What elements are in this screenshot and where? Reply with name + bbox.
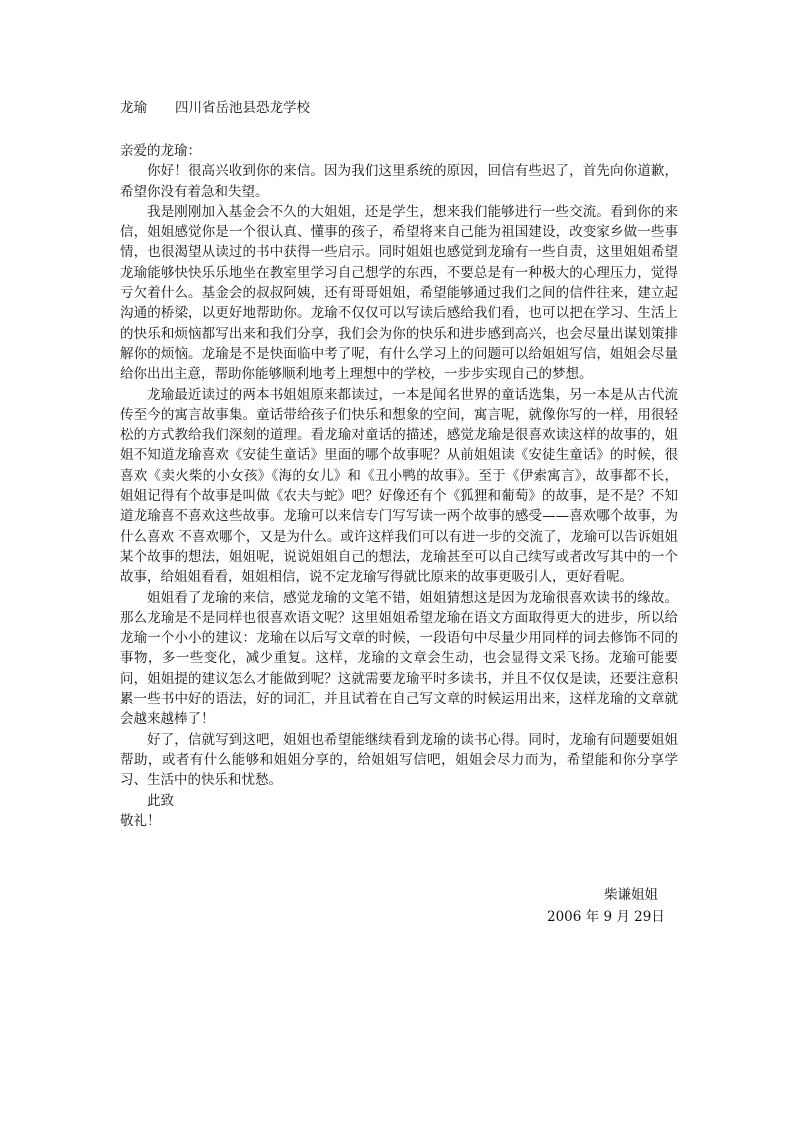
letter-date: 2006 年 9 月 29日 <box>547 909 665 925</box>
paragraph-writing-advice: 姐姐看了龙瑜的来信，感觉龙瑜的文笔不错，姐姐猜想这是因为龙瑜很喜欢读书的缘故。那么龙瑜是不是同样也很喜欢语文呢？这里姐姐希望龙瑜在语文方面取得更大的进步，所以给龙瑜一个小小的建议：龙瑜在以后写文章的时候，一段语句中尽量少用同样的词去修饰不同的事物，多一些变化，减少重复。这样，龙瑜的文章会生动，也会显得文采飞扬。龙瑜可能要问，姐姐提的建议怎么才能做到呢？这就需要龙瑜平时多读书，并且不仅仅是读，还要注意积累一些书中好的语法，好的词汇，并且试着在自己写文章的时候运用出来，这样龙瑜的文章就会越来越棒了！ <box>120 589 678 728</box>
paragraph-introduction: 我是刚刚加入基金会不久的大姐姐，还是学生，想来我们能够进行一些交流。看到你的来信，姐姐感觉你是一个很认真、懂事的孩子，希望将来自己能为祖国建设，改变家乡做一些事情，也很渴望从读过的书中获得一些启示。同时姐姐也感觉到龙瑜有一些自责，这里姐姐希望龙瑜能够快快乐乐地坐在教室里学习自己想学的东西，不要总是有一种极大的心理压力，觉得亏欠着什么。基金会的叔叔阿姨，还有哥哥姐姐，希望能够通过我们之间的信件往来，建立起沟通的桥梁，以更好地帮助你。龙瑜不仅仅可以写读后感给我们看，也可以把在学习、生活上的快乐和烦恼都写出来和我们分享，我们会为你的快乐和进步感到高兴，也会尽量出谋划策排解你的烦恼。龙瑜是不是快面临中考了呢，有什么学习上的问题可以给姐姐写信，姐姐会尽量给你出出主意，帮助你能够顺利地考上理想中的学校，一步步实现自己的梦想。 <box>120 203 678 383</box>
salutation: 亲爱的龙瑜： <box>120 143 201 159</box>
letter-body <box>120 141 678 831</box>
recipient-school: 四川省岳池县恐龙学校 <box>175 100 310 116</box>
signature: 柴谦姐姐 <box>604 887 658 903</box>
letter-header <box>120 98 310 118</box>
paragraph-greeting: 你好！很高兴收到你的来信。因为我们这里系统的原因，回信有些迟了，首先向你道歉，希望你没有着急和失望。 <box>120 163 678 200</box>
paragraph-books: 龙瑜最近读过的两本书姐姐原来都读过，一本是闻名世界的童话选集，另一本是从古代流传至今的寓言故事集。童话带给孩子们快乐和想象的空间，寓言呢，就像你写的一样，用很轻松的方式教给我们深刻的道理。看龙瑜对童话的描述，感觉龙瑜是很喜欢读这样的故事的，姐姐不知道龙瑜喜欢《安徒生童话》里面的哪个故事呢？从前姐姐读《安徒生童话》的时候，很喜欢《卖火柴的小女孩》《海的女儿》和《丑小鸭的故事》。至于《伊索寓言》，故事都不长，姐姐记得有个故事是叫做《农夫与蛇》吧？好像还有个《狐狸和葡萄》的故事，是不是？不知道龙瑜喜不喜欢这些故事。龙瑜可以来信专门写写读一两个故事的感受——喜欢哪个故事，为什么喜欢 不喜欢哪个，又是为什么。或许这样我们可以有进一步的交流了，龙瑜可以告诉姐姐某个故事的想法，姐姐呢，说说姐姐自己的想法，龙瑜甚至可以自己续写或者改写其中的一个故事，给姐姐看看，姐姐相信，说不定龙瑜写得就比原来的故事更吸引人，更好看呢。 <box>120 386 678 586</box>
closing-line-2: 敬礼！ <box>120 812 161 829</box>
closing-line-1: 此致 <box>147 792 174 809</box>
paragraph-closing: 好了，信就写到这吧，姐姐也希望能继续看到龙瑜的读书心得。同时，龙瑜有问题要姐姐帮助，或者有什么能够和姐姐分享的，给姐姐写信吧，姐姐会尽力而为，希望能和你分享学习、生活中的快乐和忧愁。 <box>120 731 678 789</box>
recipient-name: 龙瑜 <box>120 100 147 116</box>
